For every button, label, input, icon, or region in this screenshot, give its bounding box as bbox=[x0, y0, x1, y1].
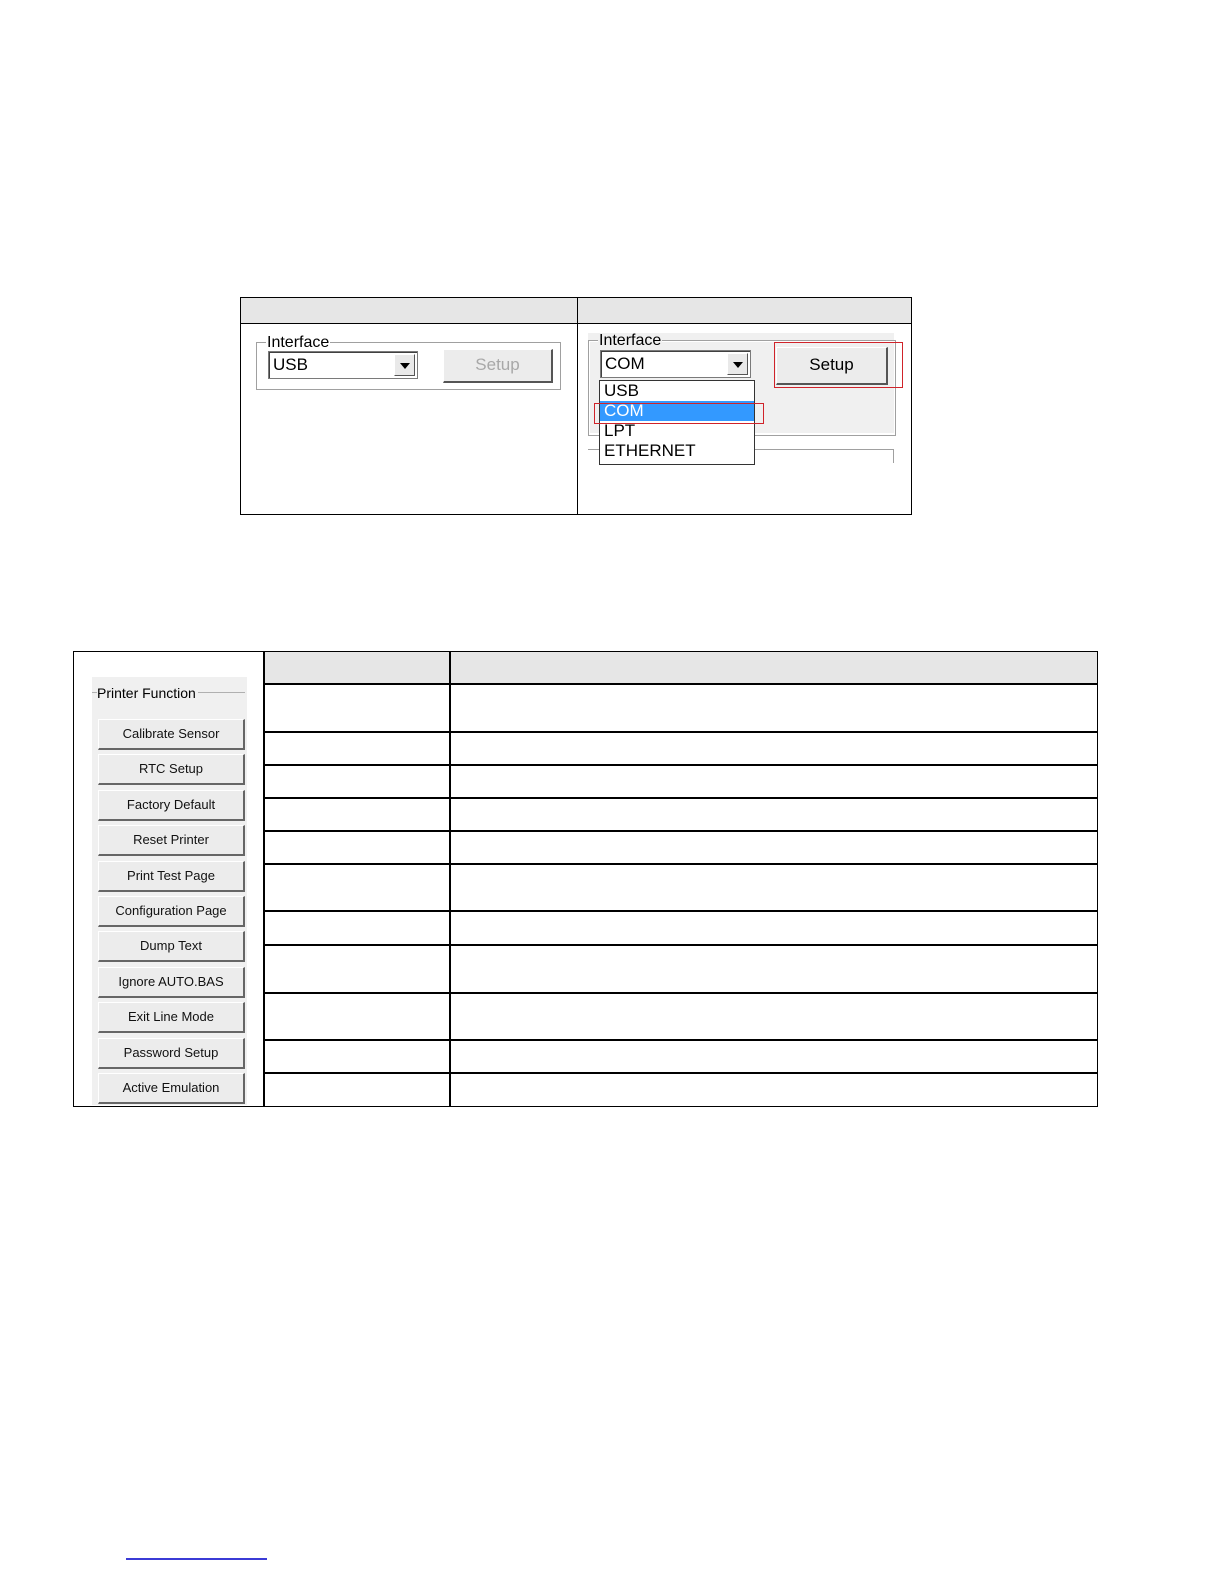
interface-select-value: USB bbox=[273, 355, 308, 374]
row-divider bbox=[264, 830, 1098, 832]
table-header-cell bbox=[451, 652, 1097, 683]
setup-callout-box bbox=[774, 342, 903, 388]
dropdown-option-lpt[interactable]: LPT bbox=[604, 421, 636, 440]
calibrate-sensor-button[interactable]: Calibrate Sensor bbox=[98, 719, 245, 750]
interface-select-value: COM bbox=[605, 354, 645, 373]
row-divider bbox=[264, 910, 1098, 912]
dump-text-button[interactable]: Dump Text bbox=[98, 931, 245, 962]
dropdown-option-ethernet[interactable]: ETHERNET bbox=[604, 441, 696, 460]
row-divider bbox=[264, 764, 1098, 766]
com-option-callout-box bbox=[594, 403, 764, 424]
ignore-auto-bas-button[interactable]: Ignore AUTO.BAS bbox=[98, 967, 245, 998]
row-divider bbox=[264, 992, 1098, 994]
column-divider bbox=[449, 652, 451, 1106]
rtc-setup-button[interactable]: RTC Setup bbox=[98, 754, 245, 785]
interface-select-com[interactable] bbox=[600, 350, 751, 378]
interface-group-label: Interface bbox=[267, 334, 330, 351]
chevron-down-icon[interactable] bbox=[394, 354, 415, 376]
table-header-cell bbox=[264, 652, 449, 683]
column-divider bbox=[263, 652, 265, 1106]
dropdown-option-usb[interactable]: USB bbox=[604, 381, 639, 400]
row-divider bbox=[264, 683, 1098, 685]
configuration-page-button[interactable]: Configuration Page bbox=[98, 896, 245, 927]
interface-group-label: Interface bbox=[599, 332, 662, 349]
chevron-down-icon[interactable] bbox=[727, 353, 748, 375]
dropdown-option-com[interactable]: COM bbox=[600, 401, 754, 421]
column-divider bbox=[577, 298, 578, 514]
row-divider bbox=[264, 863, 1098, 865]
row-divider bbox=[264, 944, 1098, 946]
row-divider bbox=[264, 1039, 1098, 1041]
footnote-rule bbox=[126, 1558, 267, 1560]
interface-select-usb[interactable] bbox=[268, 351, 418, 379]
printer-function-label: Printer Function bbox=[97, 685, 196, 701]
setup-button[interactable]: Setup bbox=[776, 347, 888, 385]
table-header-cell bbox=[578, 298, 911, 324]
exit-line-mode-button[interactable]: Exit Line Mode bbox=[98, 1002, 245, 1033]
row-divider bbox=[264, 797, 1098, 799]
reset-printer-button[interactable]: Reset Printer bbox=[98, 825, 245, 856]
factory-default-button[interactable]: Factory Default bbox=[98, 790, 245, 821]
table-header-cell bbox=[241, 298, 577, 324]
row-divider bbox=[264, 1072, 1098, 1074]
password-setup-button[interactable]: Password Setup bbox=[98, 1038, 245, 1069]
active-emulation-button[interactable]: Active Emulation bbox=[98, 1073, 245, 1104]
row-divider bbox=[264, 731, 1098, 733]
setup-button-disabled[interactable]: Setup bbox=[443, 349, 553, 383]
print-test-page-button[interactable]: Print Test Page bbox=[98, 861, 245, 892]
